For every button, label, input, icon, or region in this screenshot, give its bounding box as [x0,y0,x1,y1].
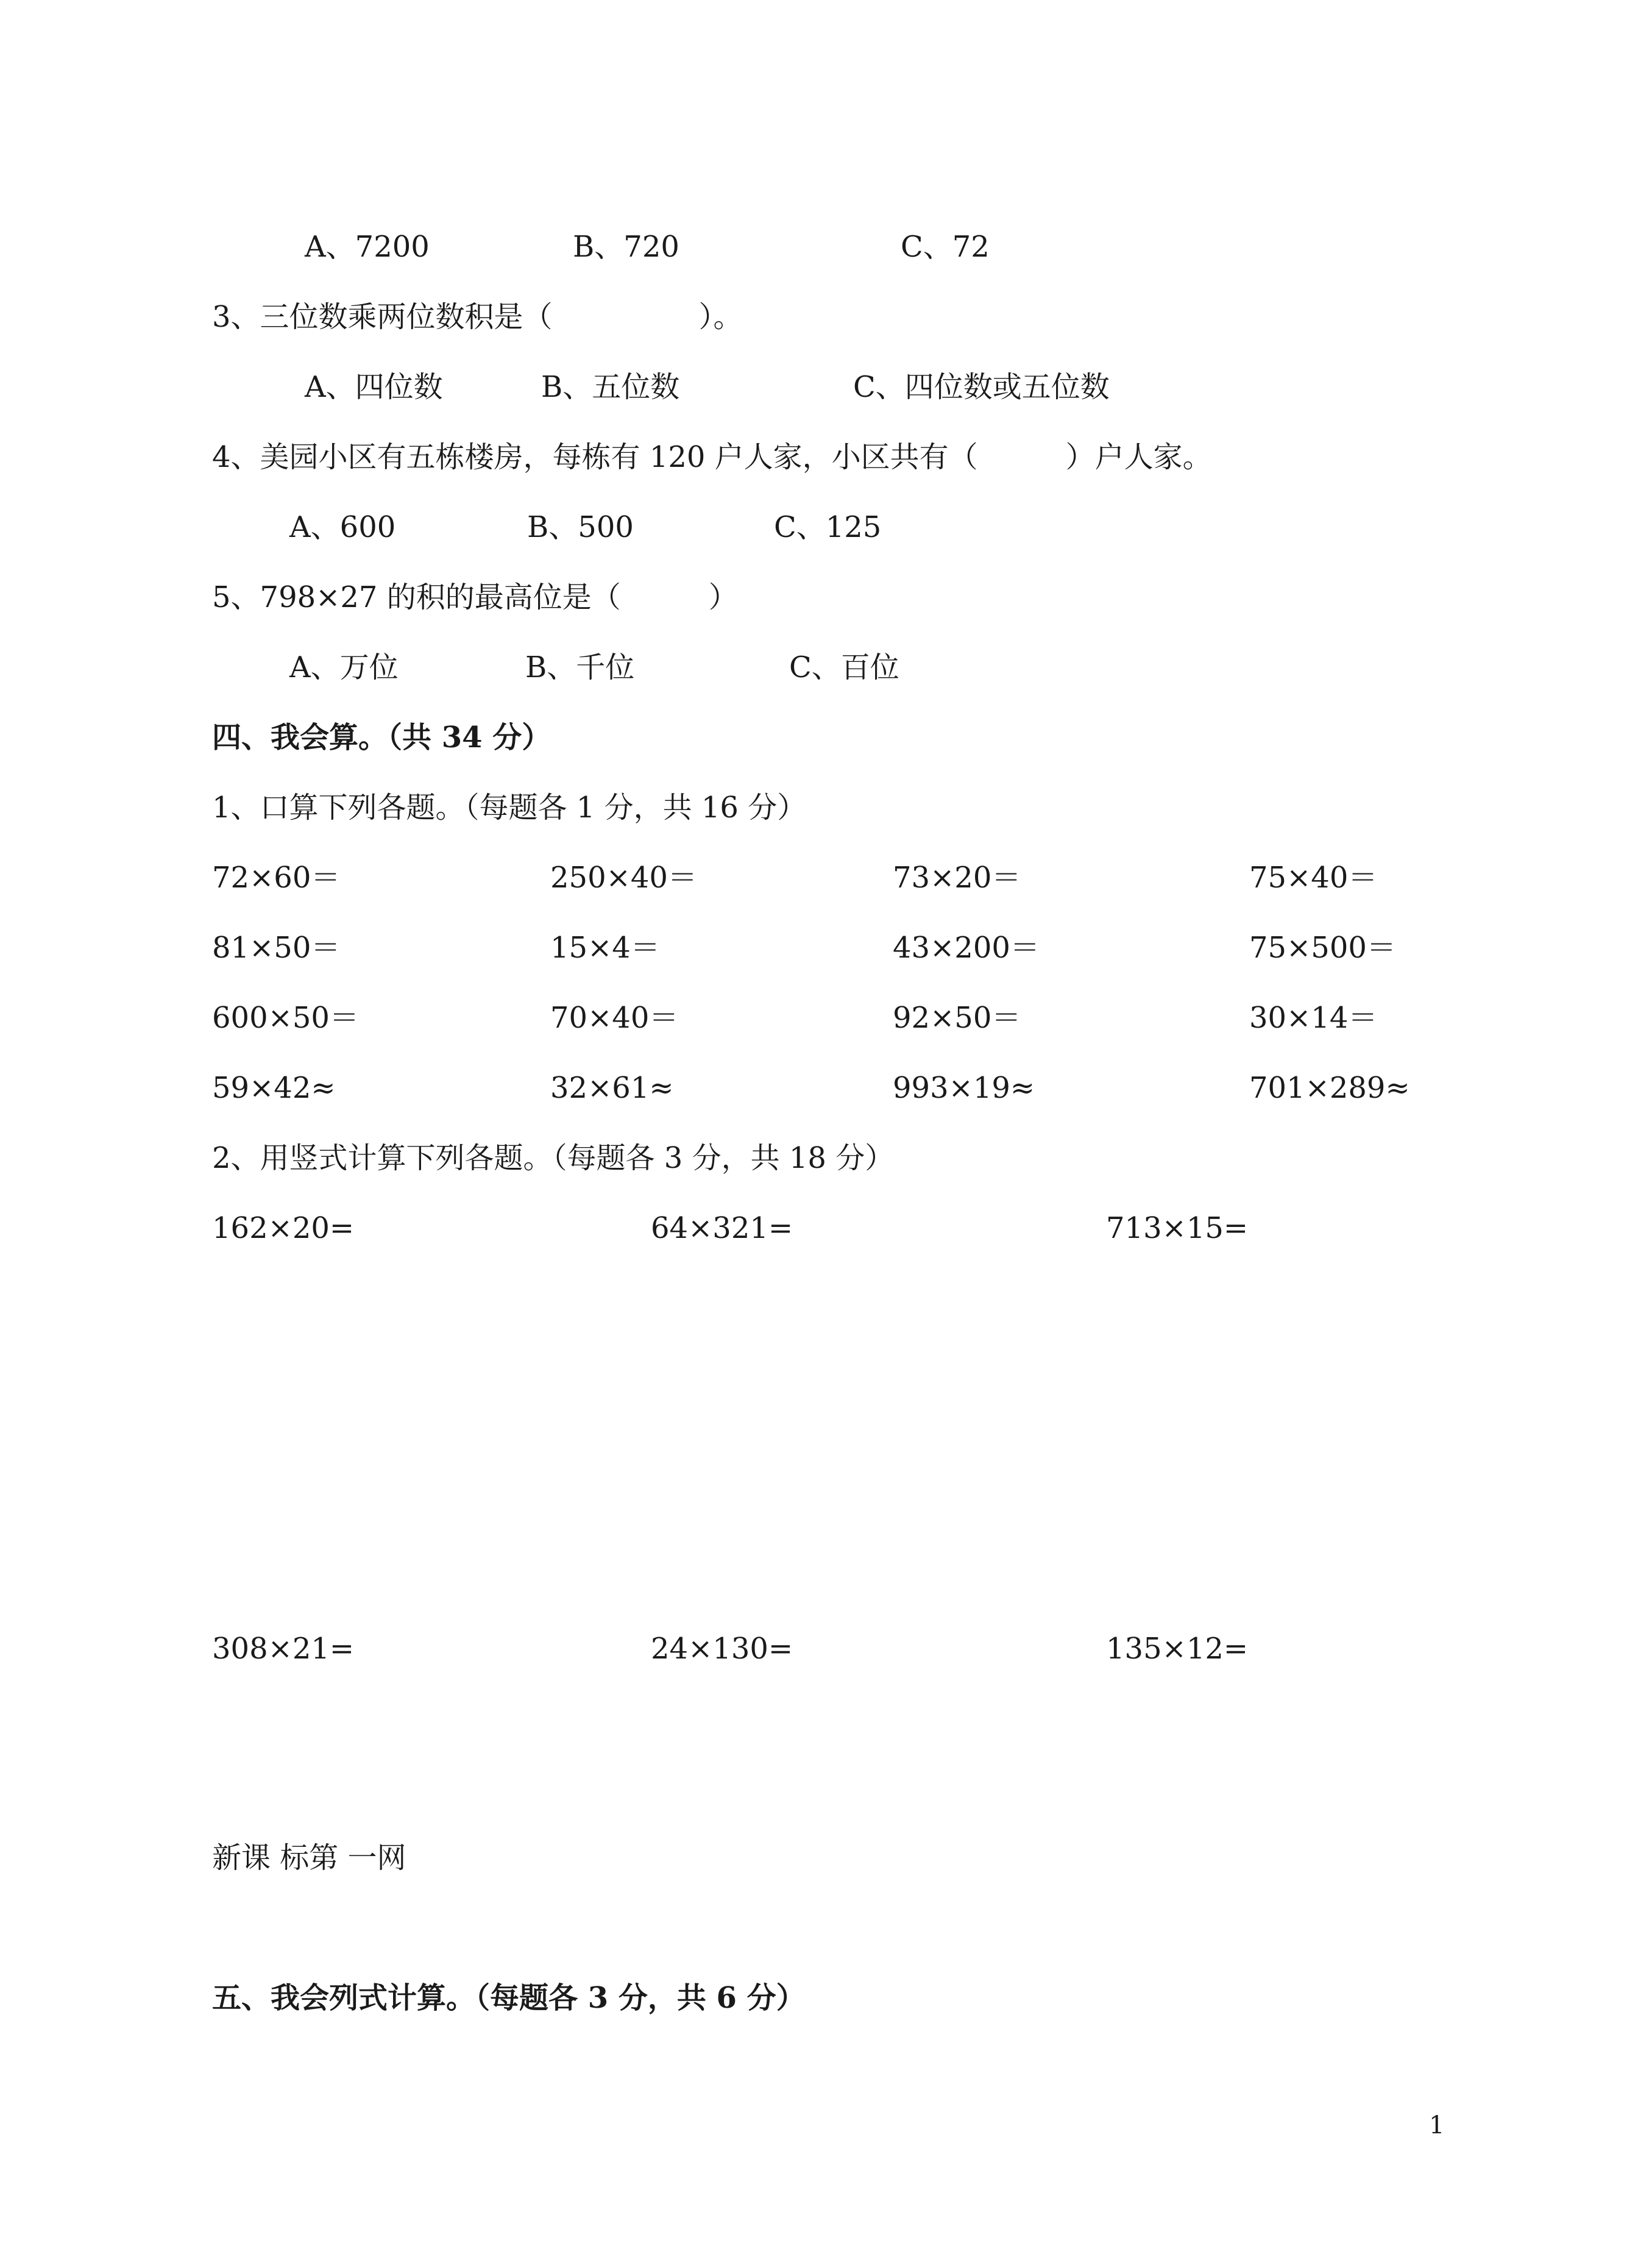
vertical-problem: 64×321= [651,1211,793,1245]
section4-heading: 四、我会算。（共 34 分） [212,720,551,755]
q4-option-a: A、600 [289,510,396,544]
mental-problem: 92×50＝ [893,1001,1021,1035]
section5-heading: 五、我会列式计算。（每题各 3 分，共 6 分） [212,1981,806,2015]
mental-problem: 701×289≈ [1249,1071,1410,1105]
mental-problem: 43×200＝ [893,931,1040,965]
q4-option-b: B、500 [527,510,634,544]
q5-question: 5、798×27 的积的最高位是（ ） [212,580,738,614]
q3-option-a: A、四位数 [305,370,443,404]
mental-problem: 250×40＝ [550,861,697,895]
mental-problem: 81×50＝ [212,931,341,965]
section4-part2-title: 2、用竖式计算下列各题。（每题各 3 分，共 18 分） [212,1141,895,1175]
q5-option-a: A、万位 [289,650,399,684]
q3-option-c: C、四位数或五位数 [853,370,1110,404]
vertical-problem: 308×21= [212,1632,355,1666]
q4-option-c: C、125 [774,510,882,544]
watermark-text: 新课 标第 一网 [212,1841,406,1875]
q5-option-b: B、千位 [525,650,635,684]
mental-problem: 993×19≈ [893,1071,1035,1105]
q3-question: 3、三位数乘两位数积是（ ）。 [212,300,743,334]
mental-problem: 75×500＝ [1249,931,1396,965]
q5-option-c: C、百位 [789,650,899,684]
q4-question: 4、美园小区有五栋楼房，每栋有 120 户人家，小区共有（ ）户人家。 [212,440,1212,474]
vertical-problem: 713×15= [1106,1211,1249,1245]
section4-part1-title: 1、口算下列各题。（每题各 1 分，共 16 分） [212,791,807,825]
mental-problem: 75×40＝ [1249,861,1378,895]
mental-problem: 59×42≈ [212,1071,336,1105]
page-number: 1 [1429,2111,1445,2139]
q2-option-b: B、720 [573,230,679,264]
vertical-problem: 162×20= [212,1211,355,1245]
mental-problem: 32×61≈ [550,1071,674,1105]
q2-option-a: A、7200 [305,230,430,264]
vertical-problem: 135×12= [1106,1632,1249,1666]
q2-option-c: C、72 [901,230,990,264]
mental-problem: 72×60＝ [212,861,341,895]
vertical-problem: 24×130= [651,1632,793,1666]
mental-problem: 30×14＝ [1249,1001,1378,1035]
mental-problem: 15×4＝ [550,931,660,965]
mental-problem: 70×40＝ [550,1001,679,1035]
q3-option-b: B、五位数 [541,370,680,404]
mental-problem: 600×50＝ [212,1001,359,1035]
mental-problem: 73×20＝ [893,861,1021,895]
